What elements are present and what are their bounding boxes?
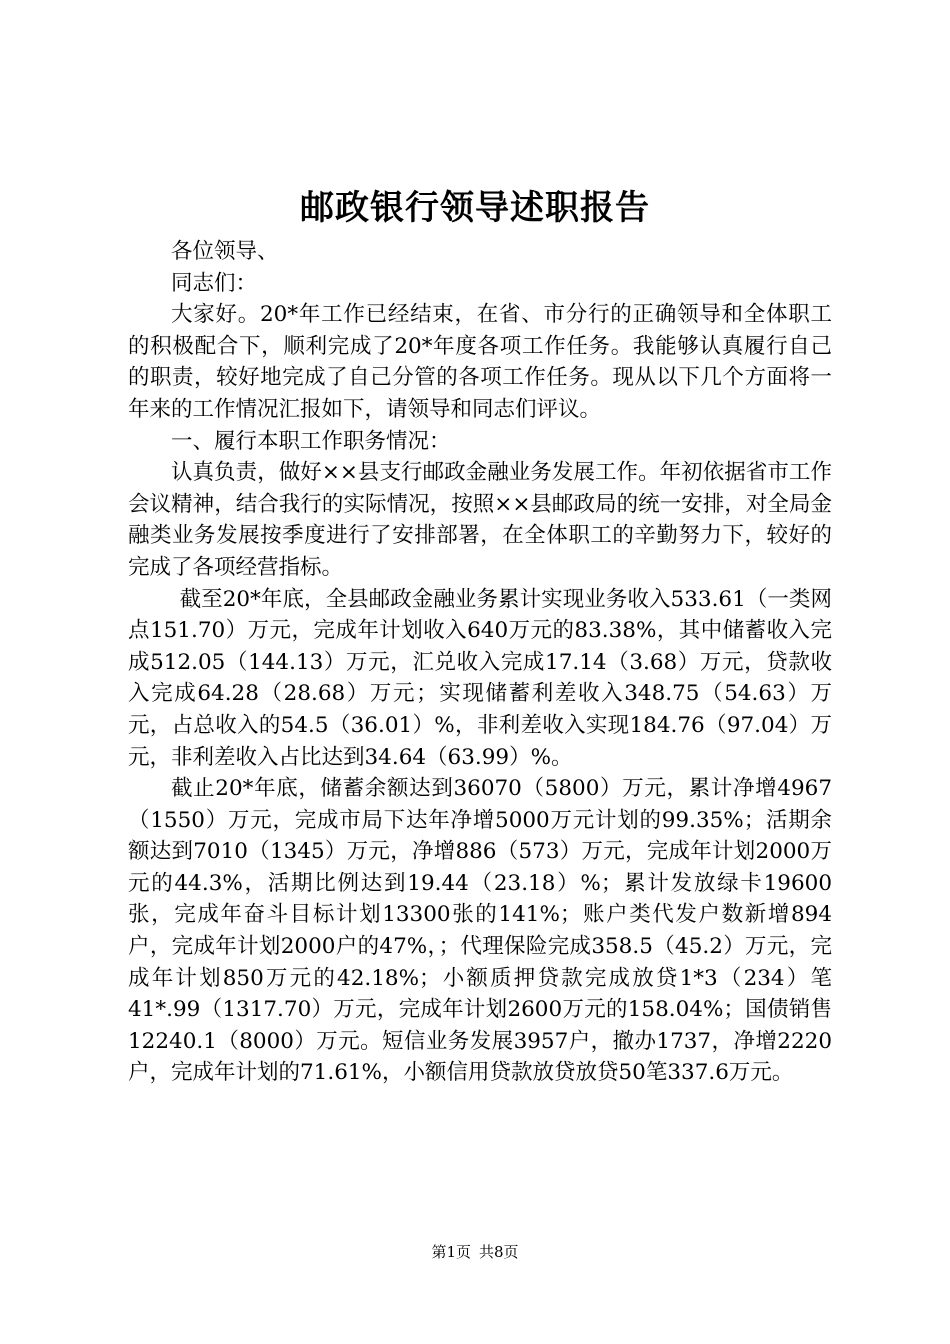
- page-number: 第1页: [431, 1243, 471, 1261]
- intro-paragraph: 大家好。20*年工作已经结束，在省、市分行的正确领导和全体职工的积极配合下，顺利完成了20*年度各项工作任务。我能够认真履行自己的职责，较好地完成了自己分管的各项工作任务。现从以下几个方面将一年来的工作情况汇报如下，请领导和同志们评议。: [128, 302, 832, 422]
- salutation-line-1: 各位领导、: [171, 239, 279, 264]
- document-title: 邮政银行领导述职报告: [300, 188, 650, 228]
- page-footer: [0, 1240, 950, 1264]
- revenue-paragraph: 截至20*年底，全县邮政金融业务累计实现业务收入533.61（一类网点151.70）万元，完成年计划收入640万元的83.38%，其中储蓄收入完成512.05（144.13）万元，汇兑收入完成17.14（3.68）万元，贷款收入完成64.28（28.68）万元；实现储蓄利差收入348.75（54.63）万元，占总收入的54.5（36.01）%，非利差收入实现184.76（97.04）万元，非利差收入占比达到34.64（63.99）%。: [128, 586, 832, 770]
- document-body: [128, 236, 832, 1089]
- savings-paragraph: 截止20*年底，储蓄余额达到36070（5800）万元，累计净增4967（1550）万元，完成市局下达年净增5000万元计划的99.35%；活期余额达到7010（1345）万元，净增886（573）万元，完成年计划2000万元的44.3%，活期比例达到19.44（23.18）%；累计发放绿卡19600张，完成年奋斗目标计划13300张的141%；账户类代发户数新增894户，完成年计划2000户的47%，；代理保险完成358.5（45.2）万元，完成年计划850万元的42.18%；小额质押贷款完成放贷1*3（234）笔41*.99（1317.70）万元，完成年计划2600万元的158.04%；国债销售12240.1（8000）万元。短信业务发展3957户，撤办1737，净增2220户，完成年计划的71.61%，小额信用贷款放贷放贷50笔337.6万元。: [128, 776, 832, 1086]
- section-heading: 一、履行本职工作职务情况：: [171, 428, 451, 454]
- page-total: 共8页: [479, 1243, 519, 1261]
- salutation-line-2: 同志们：: [171, 270, 258, 296]
- duty-paragraph: 认真负责，做好××县支行邮政金融业务发展工作。年初依据省市工作会议精神，结合我行的实际情况，按照××县邮政局的统一安排，对全局金融类业务发展按季度进行了安排部署，在全体职工的辛勤努力下，较好的完成了各项经营指标。: [128, 460, 832, 580]
